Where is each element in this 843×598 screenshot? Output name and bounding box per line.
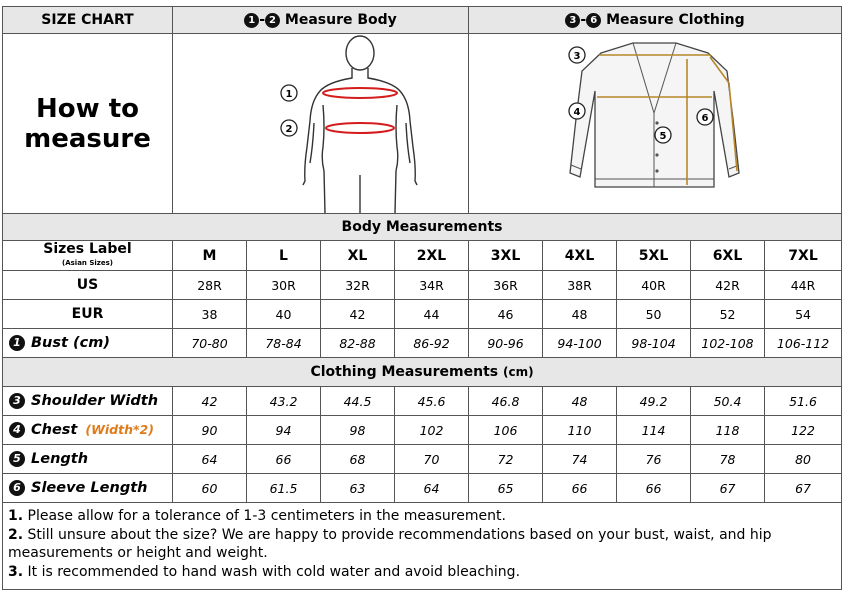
length-cell: 70 (395, 445, 469, 474)
eur-cell: 50 (617, 300, 691, 329)
length-cell: 76 (617, 445, 691, 474)
bust-marker-icon: 1 (9, 335, 25, 351)
shoulder-cell: 43.2 (247, 387, 321, 416)
eur-cell: 40 (247, 300, 321, 329)
chest-cell: 114 (617, 416, 691, 445)
sleeve-label-cell (3, 474, 173, 503)
how-to-line-2: measure (24, 123, 151, 154)
note-item: 3. It is recommended to hand wash with cold water and avoid bleaching. (8, 563, 521, 580)
clothing-measurements-heading (3, 358, 842, 387)
eur-cell: 52 (691, 300, 765, 329)
chest-cell: 98 (321, 416, 395, 445)
bust-cell: 98-104 (617, 329, 691, 358)
chest-cell: 90 (173, 416, 247, 445)
size-cell: XL (321, 241, 395, 271)
sizes-label: Sizes Label (43, 240, 132, 257)
size-cell: 4XL (543, 241, 617, 271)
eur-cell: 48 (543, 300, 617, 329)
length-marker-icon: 5 (9, 451, 25, 467)
us-cell: 34R (395, 271, 469, 300)
us-cell: 40R (617, 271, 691, 300)
notes-section (3, 503, 842, 590)
clothing-measurements-title: Clothing Measurements (310, 364, 499, 380)
measure-clothing-label: Measure Clothing (606, 12, 745, 28)
sleeve-cell: 66 (617, 474, 691, 503)
sleeve-marker-icon: 6 (9, 480, 25, 496)
how-to-line-1: How to (36, 93, 139, 124)
us-cell: 36R (469, 271, 543, 300)
marker-6-icon: 6 (586, 13, 601, 28)
eur-row (3, 300, 842, 329)
clothing-marker-5: 5 (659, 130, 667, 142)
bust-cell: 94-100 (543, 329, 617, 358)
shoulder-cell: 51.6 (765, 387, 842, 416)
sizes-label-sub: (Asian Sizes) (62, 258, 113, 267)
clothing-marker-6: 6 (701, 112, 709, 124)
chest-cell: 118 (691, 416, 765, 445)
chest-cell: 122 (765, 416, 842, 445)
us-cell: 32R (321, 271, 395, 300)
bust-cell: 78-84 (247, 329, 321, 358)
bust-label: Bust (cm) (31, 335, 110, 351)
length-row (3, 445, 842, 474)
us-label: US (3, 271, 173, 300)
clothing-marker-3: 3 (573, 50, 581, 62)
sleeve-cell: 60 (173, 474, 247, 503)
chest-cell: 94 (247, 416, 321, 445)
eur-label: EUR (3, 300, 173, 329)
marker-3-icon: 3 (565, 13, 580, 28)
note-item: 1. Please allow for a tolerance of 1-3 centimeters in the measurement. (8, 508, 506, 524)
body-figure-icon (173, 35, 468, 213)
shoulder-cell: 45.6 (395, 387, 469, 416)
clothing-illustration-cell (469, 34, 842, 214)
sleeve-row (3, 474, 842, 503)
length-cell: 68 (321, 445, 395, 474)
clothing-marker-4: 4 (573, 106, 581, 118)
eur-cell: 38 (173, 300, 247, 329)
note-item: 2. Still unsure about the size? We are happy to provide recommendations based on your bust, waist, and hip measurements or height and weight. (8, 526, 772, 561)
eur-cell: 42 (321, 300, 395, 329)
sleeve-cell: 63 (321, 474, 395, 503)
bust-row (3, 329, 842, 358)
shoulder-cell: 44.5 (321, 387, 395, 416)
shoulder-row (3, 387, 842, 416)
sizes-row (3, 241, 842, 271)
sleeve-cell: 67 (691, 474, 765, 503)
shoulder-cell: 48 (543, 387, 617, 416)
chest-note: (Width*2) (85, 422, 154, 437)
clothing-measurements-unit: (cm) (503, 365, 534, 379)
body-measurements-heading: Body Measurements (3, 214, 842, 241)
body-marker-2: 2 (285, 123, 293, 135)
size-cell: 7XL (765, 241, 842, 271)
sleeve-cell: 65 (469, 474, 543, 503)
us-cell: 30R (247, 271, 321, 300)
measure-body-label: Measure Body (284, 12, 397, 28)
shoulder-label: Shoulder Width (31, 393, 159, 409)
shoulder-label-cell (3, 387, 173, 416)
chest-cell: 110 (543, 416, 617, 445)
length-cell: 72 (469, 445, 543, 474)
chest-row (3, 416, 842, 445)
sleeve-cell: 61.5 (247, 474, 321, 503)
sleeve-label: Sleeve Length (31, 480, 148, 496)
chest-label: Chest (31, 422, 78, 438)
us-row (3, 271, 842, 300)
bust-cell: 106-112 (765, 329, 842, 358)
bust-cell: 82-88 (321, 329, 395, 358)
size-chart-table (2, 6, 842, 590)
chest-label-cell (3, 416, 173, 445)
size-cell: 3XL (469, 241, 543, 271)
chest-cell: 106 (469, 416, 543, 445)
length-label: Length (31, 451, 89, 467)
eur-cell: 44 (395, 300, 469, 329)
size-cell: 5XL (617, 241, 691, 271)
size-cell: M (173, 241, 247, 271)
shoulder-marker-icon: 3 (9, 393, 25, 409)
eur-cell: 46 (469, 300, 543, 329)
us-cell: 28R (173, 271, 247, 300)
sleeve-cell: 67 (765, 474, 842, 503)
us-cell: 42R (691, 271, 765, 300)
how-to-measure (3, 34, 173, 214)
shoulder-cell: 42 (173, 387, 247, 416)
bust-cell: 90-96 (469, 329, 543, 358)
chest-marker-icon: 4 (9, 422, 25, 438)
size-cell: 6XL (691, 241, 765, 271)
bust-cell: 70-80 (173, 329, 247, 358)
bust-label-cell (3, 329, 173, 358)
size-cell: L (247, 241, 321, 271)
size-chart-title: SIZE CHART (3, 7, 173, 34)
length-cell: 74 (543, 445, 617, 474)
length-cell: 78 (691, 445, 765, 474)
bust-cell: 86-92 (395, 329, 469, 358)
us-cell: 44R (765, 271, 842, 300)
eur-cell: 54 (765, 300, 842, 329)
sleeve-cell: 64 (395, 474, 469, 503)
sizes-label-cell (3, 241, 173, 271)
length-label-cell (3, 445, 173, 474)
body-illustration-cell (173, 34, 469, 214)
length-cell: 64 (173, 445, 247, 474)
size-cell: 2XL (395, 241, 469, 271)
us-cell: 38R (543, 271, 617, 300)
measure-clothing-heading: 3 - 6 Measure Clothing (469, 7, 842, 34)
sleeve-cell: 66 (543, 474, 617, 503)
bust-cell: 102-108 (691, 329, 765, 358)
marker-1-icon: 1 (244, 13, 259, 28)
chest-cell: 102 (395, 416, 469, 445)
shoulder-cell: 49.2 (617, 387, 691, 416)
length-cell: 66 (247, 445, 321, 474)
length-cell: 80 (765, 445, 842, 474)
marker-2-icon: 2 (265, 13, 280, 28)
body-marker-1: 1 (285, 88, 293, 100)
shoulder-cell: 46.8 (469, 387, 543, 416)
measure-body-heading: 1 - 2 Measure Body (173, 7, 469, 34)
shoulder-cell: 50.4 (691, 387, 765, 416)
cardigan-figure-icon (471, 35, 840, 213)
